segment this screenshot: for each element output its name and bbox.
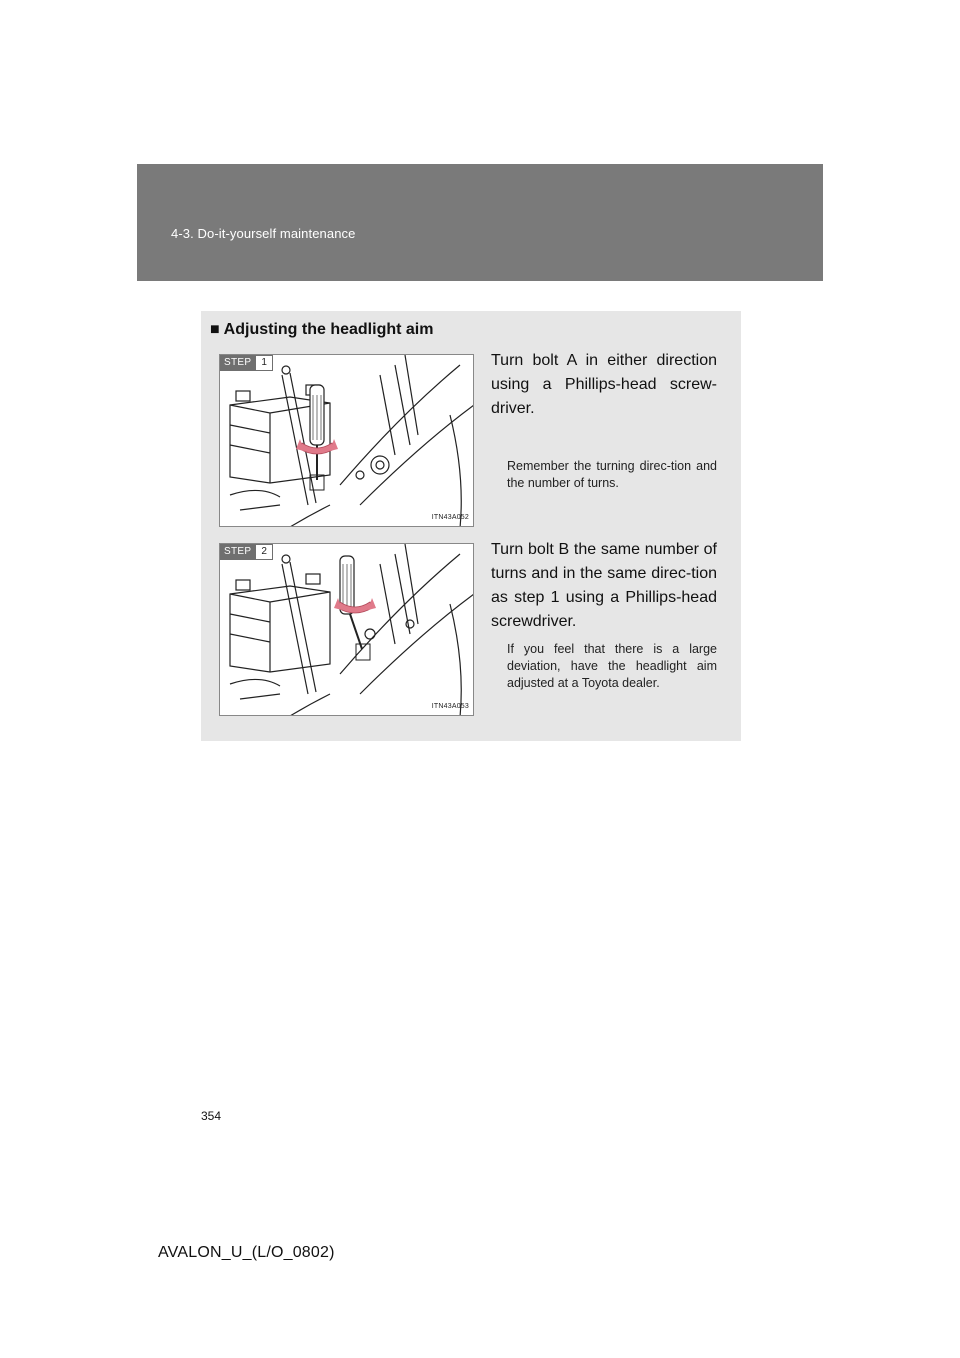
step-number: 1 [255,355,273,371]
section-title-text: Adjusting the headlight aim [223,321,434,338]
figure-code: ITN43A053 [431,703,469,710]
step-2-badge [220,544,273,560]
square-bullet-icon: ■ [210,321,220,338]
step-1-note: Remember the turning direc-tion and the number of turns. [507,459,717,490]
header-section-title: 4-3. Do-it-yourself maintenance [171,226,356,241]
step-number: 2 [255,544,273,560]
content-panel [201,311,741,741]
step-word: STEP [220,355,255,371]
step-1-badge [220,355,273,371]
step-1-instruction: Turn bolt A in either direction using a Phillips-head screw-driver. [491,352,717,417]
header-band [137,164,823,281]
figure-code: ITN43A052 [431,514,469,521]
page-number: 354 [201,1109,222,1123]
step-2-note: If you feel that there is a large deviation, have the headlight aim adjusted at a Toyota dealer. [507,642,717,690]
step-2-figure [219,543,474,716]
engine-bay-illustration-1 [220,355,474,527]
footer-code: AVALON_U_(L/O_0802) [158,1244,335,1261]
section-title [210,321,433,339]
step-word: STEP [220,544,255,560]
engine-bay-illustration-2 [220,544,474,716]
step-2-instruction: Turn bolt B the same number of turns and in the same direc-tion as step 1 using a Phillips-head screwdriver. [491,541,717,630]
step-1-figure [219,354,474,527]
